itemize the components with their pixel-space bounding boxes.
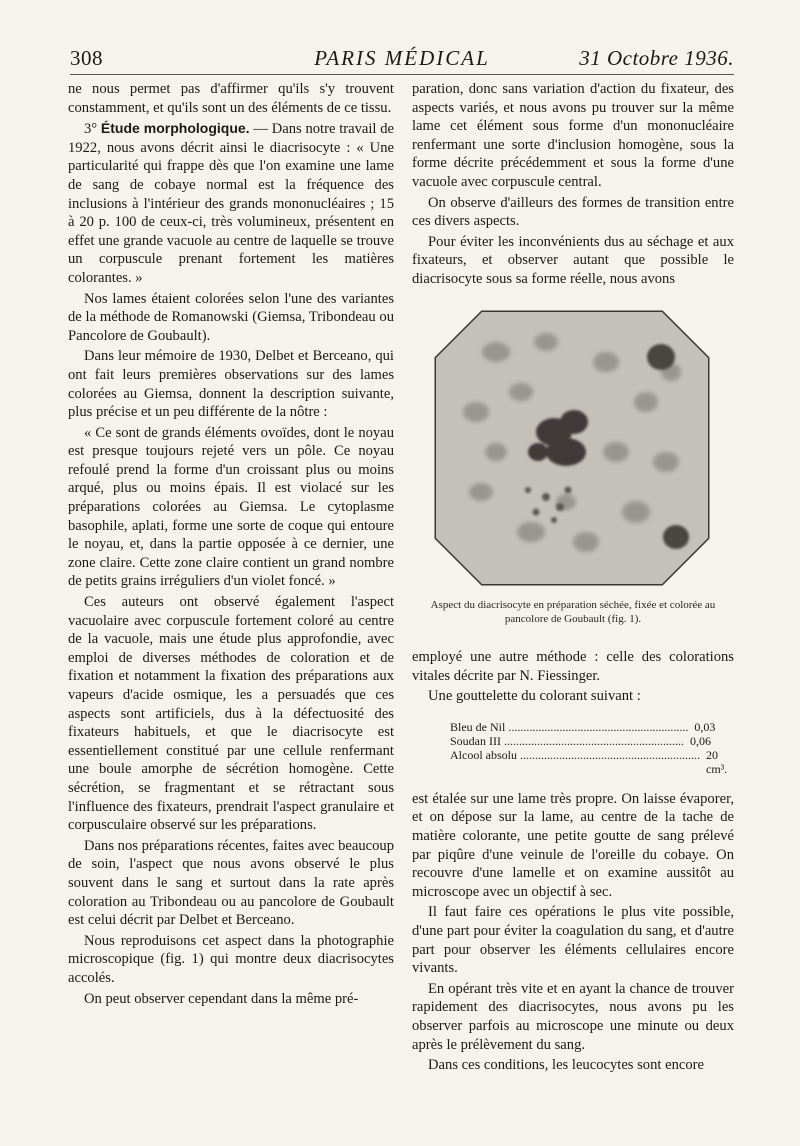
paragraph: Ces auteurs ont observé également l'aspect vacuolaire avec corpuscule fortement coloré au centre de la vacuole, mais une étude plus approfondie, avec emploi de diverses méthodes de coloration et de fixation et notamment la fixation des préparations aux vapeurs d'acide osmique, les a persuadés que ces aspects sont artificiels, dus à la défectuosité des fixateurs habituels, et que le diacrisocyte est essentiellement constitué par une cellule renfermant une boule amorphe de sécrétion homogène. Cette sécrétion, se fragmentant et se rétractant sous l'influence des fixateurs, prendrait l'aspect granulaire et corpusculaire observé sur les préparations. — [68, 594, 394, 834]
paragraph: On peut observer cependant dans la même pré- — [84, 990, 359, 1007]
paragraph: Dans nos préparations récentes, faites avec beaucoup de soin, l'aspect que nous avons observé le plus souvent dans le sang et surtout dans la rate après coloration au Tribondeau ou au pancolore de Goubault est celui décrit par Delbet et Berceano. — [68, 837, 394, 929]
formula-quantity: 0,03 — [694, 719, 716, 734]
formula-row — [450, 733, 711, 748]
left-column — [68, 80, 394, 1008]
paragraph: En opérant très vite et en ayant la chance de trouver rapidement des diacrisocytes, nous avons pu les observer parfois au microscope une minute ou deux après le prélèvement du sang. — [412, 980, 734, 1053]
header-rule — [70, 74, 734, 75]
micrograph-image — [436, 312, 708, 584]
figure-caption: Aspect du diacrisocyte en préparation séchée, fixée et colorée au pancolore de Goubault (fig. 1). — [430, 599, 716, 625]
paragraph: Dans leur mémoire de 1930, Delbet et Berceano, qui ont fait leurs premières observations sur des lames colorées au Giemsa, donnent la description suivante, plus précise et un peu différente de la nôtre : — [68, 348, 394, 421]
formula-quantity: 0,06 — [690, 733, 711, 748]
paragraph: Dans ces conditions, les leucocytes sont encore — [428, 1057, 704, 1074]
paragraph: Nos lames étaient colorées selon l'une des variantes de la méthode de Romanowski (Giemsa, Tribondeau ou Pancolore de Goubault). — [68, 290, 394, 344]
formula-quantity: 20 cm³. — [706, 747, 728, 776]
formula-row — [450, 747, 728, 776]
micrograph-figure — [436, 312, 708, 584]
section-number: 3° — [84, 121, 98, 138]
paragraph: Une gouttelette du colorant suivant : — [428, 688, 641, 705]
paragraph: paration, donc sans variation d'action du fixateur, des aspects variés, et nous avons pu trouver sur la même lame cet élément sous forme d'un mononucléaire renfermant une sorte d'inclusion homogène, sous la forme décrite précédemment et sous la forme d'une vacuole avec corpuscule central. — [412, 81, 734, 190]
journal-title: PARIS MÉDICAL — [314, 46, 490, 70]
paragraph: Nous reproduisons cet aspect dans la photographie microscopique (fig. 1) qui montre deux diacrisocytes accolés. — [68, 932, 394, 986]
paragraph: On observe d'ailleurs des formes de transition entre ces divers aspects. — [412, 194, 734, 230]
right-column-top — [412, 80, 734, 289]
paragraph: Pour éviter les inconvénients dus au séchage et aux fixateurs, et observer autant que possible le diacrisocyte sous sa forme réelle, nous avons — [412, 233, 734, 287]
section-text: — Dans notre travail de 1922, nous avons décrit ainsi le diacrisocyte : « Une particularité qui frappe dès que l'on examine une lame de sang de cobaye normal est la fréquence des inclusions à l'intérieur des grands mononucléaires ; 15 à 20 p. 100 de ceux-ci, très volumineux, présentent en effet une grande vacuole au centre de laquelle se trouve un corpuscule prenant fortement les matières colorantes. » — [68, 121, 395, 286]
section-paragraph — [68, 119, 394, 287]
formula-ingredient: Bleu de Nil ............................................................ — [450, 719, 689, 734]
formula-row — [450, 719, 716, 734]
paragraph: ne nous permet pas d'affirmer qu'ils s'y trouvent constamment, et qu'ils sont un des éléments de ce tissu. — [68, 81, 394, 116]
running-header — [70, 42, 734, 72]
paragraph: employé une autre méthode : celle des colorations vitales décrite par N. Fiessinger. — [412, 649, 734, 684]
formula-ingredient: Alcool absolu ............................................................ — [450, 747, 700, 762]
issue-date: 31 Octobre 1936. — [579, 46, 734, 70]
section-heading: Étude morphologique. — [100, 120, 250, 137]
quote-paragraph: « Ce sont de grands éléments ovoïdes, dont le noyau est presque toujours rejeté vers un pôle. Ce noyau refoulé prend la forme d'un croissant plus ou moins arqué, plus ou moins épais. Il est violacé sur les préparations colorées au Giemsa. Le cytoplasme basophile, aplati, forme une sorte de coque qui entoure le noyau, et, dans la partie opposée à ce dernier, une zone claire. Cette zone claire contient un grand nombre de petits grains irréguliers d'un violet foncé. » — [68, 424, 394, 590]
right-column-bottom — [412, 648, 734, 1075]
paragraph: est étalée sur une lame très propre. On laisse évaporer, et on dépose sur la lame, au centre de la tache de matière colorante, une petite goutte de sang prélevé par piqûre d'une veinule de l'oreille du cobaye. On recouvre d'une lamelle et on examine aussitôt au microscope avec un objectif à sec. — [412, 790, 734, 900]
stain-formula — [450, 720, 734, 776]
formula-ingredient: Soudan III ............................................................ — [450, 733, 684, 748]
page-number: 308 — [70, 46, 103, 70]
paragraph: Il faut faire ces opérations le plus vite possible, d'une part pour éviter la coagulation du sang, et d'autre part pour observer les éléments cellulaires encore vivants. — [412, 904, 734, 977]
